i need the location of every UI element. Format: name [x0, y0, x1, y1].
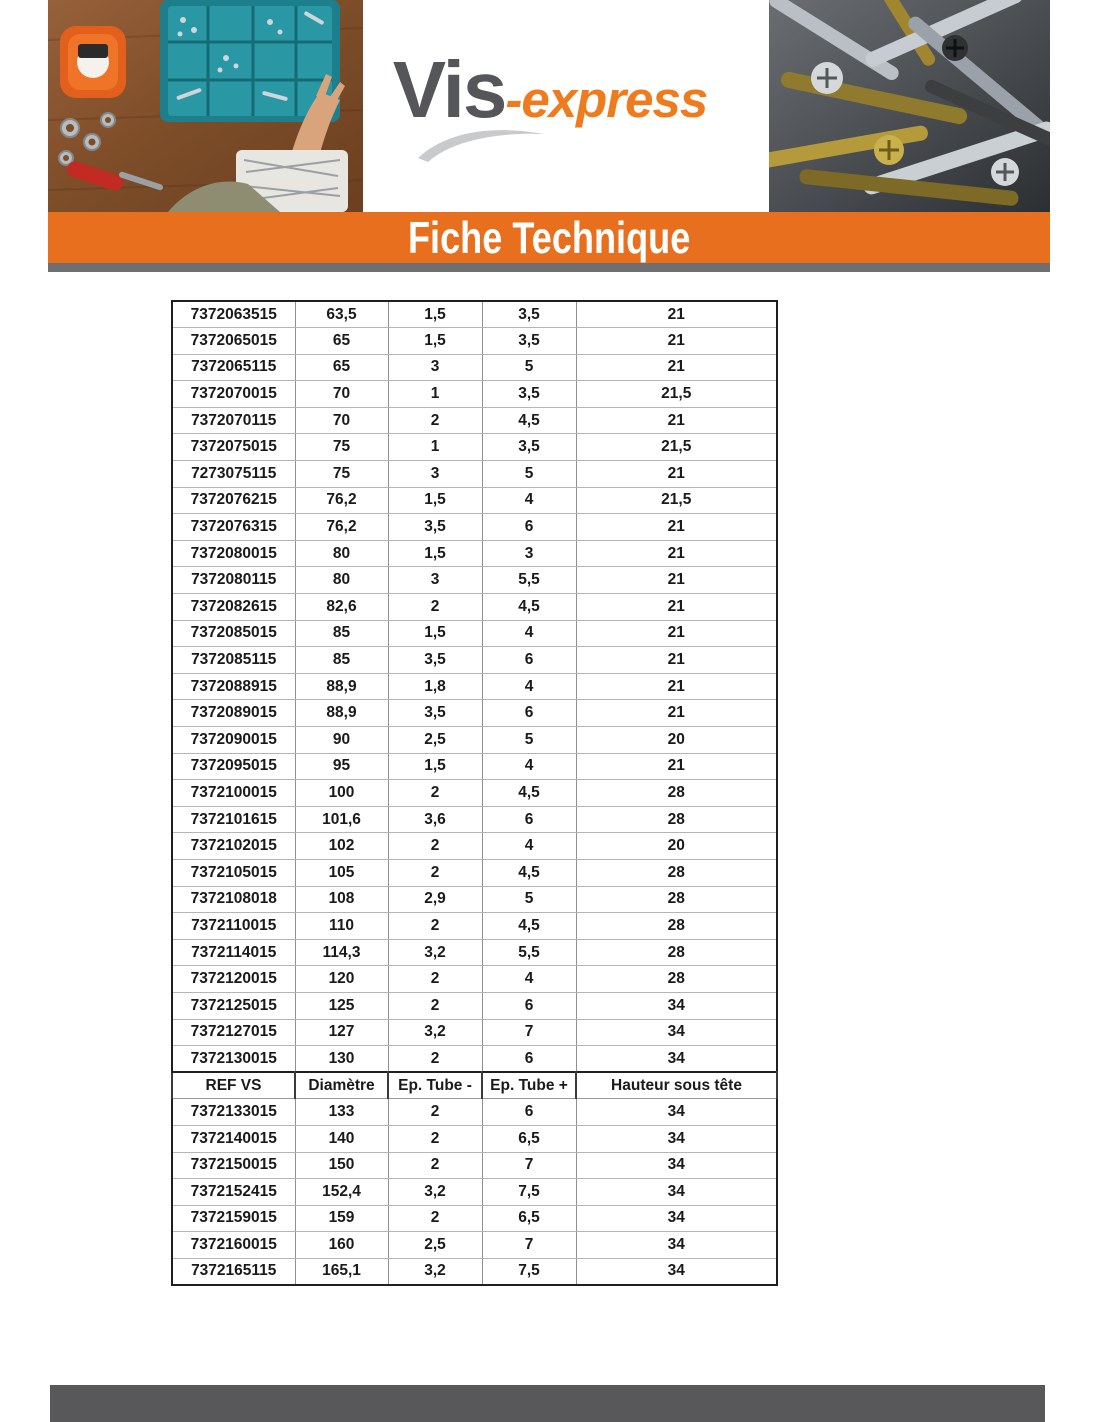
table-row — [172, 461, 777, 488]
table-cell: 7372070115 — [172, 407, 295, 434]
table-cell: 34 — [576, 1232, 777, 1259]
table-cell: 1,5 — [388, 301, 482, 328]
table-row — [172, 992, 777, 1019]
table-cell: 105 — [295, 859, 388, 886]
table-cell: 34 — [576, 1152, 777, 1179]
table-cell: 7372082615 — [172, 594, 295, 621]
table-cell: 7372125015 — [172, 992, 295, 1019]
table-cell: 3 — [388, 354, 482, 381]
table-cell: 7372152415 — [172, 1179, 295, 1206]
spec-table-container — [171, 300, 778, 1286]
table-cell: 28 — [576, 780, 777, 807]
table-cell: 3,5 — [388, 647, 482, 674]
table-cell: 1,8 — [388, 673, 482, 700]
table-cell: 21 — [576, 567, 777, 594]
table-cell: 70 — [295, 381, 388, 408]
table-row — [172, 833, 777, 860]
table-cell: 4,5 — [482, 913, 576, 940]
table-cell: 152,4 — [295, 1179, 388, 1206]
table-cell: 2 — [388, 992, 482, 1019]
table-cell: 7 — [482, 1152, 576, 1179]
table-cell: 34 — [576, 1125, 777, 1152]
table-cell: 101,6 — [295, 806, 388, 833]
table-cell: 4 — [482, 753, 576, 780]
page-title: Fiche Technique — [407, 212, 691, 262]
table-cell: 7372133015 — [172, 1099, 295, 1126]
table-cell: 114,3 — [295, 939, 388, 966]
table-cell: 7372070015 — [172, 381, 295, 408]
table-cell: 34 — [576, 1046, 777, 1073]
table-cell: 20 — [576, 833, 777, 860]
table-cell: 5 — [482, 461, 576, 488]
table-cell: 65 — [295, 354, 388, 381]
table-row — [172, 1019, 777, 1046]
table-cell: 2 — [388, 594, 482, 621]
table-row — [172, 407, 777, 434]
table-cell: 85 — [295, 620, 388, 647]
table-cell: 7372102015 — [172, 833, 295, 860]
table-row — [172, 859, 777, 886]
table-cell: 7 — [482, 1019, 576, 1046]
table-cell: 76,2 — [295, 514, 388, 541]
table-cell: 28 — [576, 806, 777, 833]
table-cell: 3,5 — [388, 514, 482, 541]
table-row — [172, 1258, 777, 1285]
table-cell: 4 — [482, 833, 576, 860]
table-cell: 34 — [576, 1205, 777, 1232]
table-cell: 34 — [576, 1019, 777, 1046]
table-cell: 4 — [482, 620, 576, 647]
table-cell: 5 — [482, 727, 576, 754]
table-cell: 108 — [295, 886, 388, 913]
table-cell: 6 — [482, 647, 576, 674]
table-cell: 21 — [576, 301, 777, 328]
table-cell: 21 — [576, 514, 777, 541]
table-row — [172, 434, 777, 461]
table-cell: 7372100015 — [172, 780, 295, 807]
table-cell: 20 — [576, 727, 777, 754]
table-row — [172, 1232, 777, 1259]
table-cell: 7372159015 — [172, 1205, 295, 1232]
table-cell: 88,9 — [295, 673, 388, 700]
table-cell: 7273075115 — [172, 461, 295, 488]
table-cell: 34 — [576, 992, 777, 1019]
table-header-row — [172, 1072, 777, 1099]
table-row — [172, 780, 777, 807]
table-cell: 7372160015 — [172, 1232, 295, 1259]
table-cell: 7372114015 — [172, 939, 295, 966]
table-cell: 3 — [388, 461, 482, 488]
table-cell: 7372127015 — [172, 1019, 295, 1046]
table-cell: 3,2 — [388, 1258, 482, 1285]
table-cell: 21 — [576, 328, 777, 355]
table-cell: 7372075015 — [172, 434, 295, 461]
table-cell: 7372080015 — [172, 540, 295, 567]
table-cell: 1 — [388, 434, 482, 461]
table-cell: 2,9 — [388, 886, 482, 913]
table-cell: 7372140015 — [172, 1125, 295, 1152]
brand-logo-secondary-text: -express — [505, 71, 708, 128]
table-cell: 6 — [482, 700, 576, 727]
table-cell: 85 — [295, 647, 388, 674]
table-cell: 160 — [295, 1232, 388, 1259]
table-cell: 165,1 — [295, 1258, 388, 1285]
table-cell: 2 — [388, 1205, 482, 1232]
table-cell: 1,5 — [388, 753, 482, 780]
table-cell: 7372089015 — [172, 700, 295, 727]
table-cell: 2,5 — [388, 727, 482, 754]
table-cell: 7,5 — [482, 1258, 576, 1285]
table-cell: 3,2 — [388, 939, 482, 966]
table-cell: 90 — [295, 727, 388, 754]
table-cell: 1,5 — [388, 540, 482, 567]
table-cell: 2,5 — [388, 1232, 482, 1259]
table-cell: 21 — [576, 354, 777, 381]
table-cell: 28 — [576, 913, 777, 940]
table-cell: 76,2 — [295, 487, 388, 514]
table-cell: 7372105015 — [172, 859, 295, 886]
table-cell: 2 — [388, 859, 482, 886]
table-cell: 6 — [482, 1046, 576, 1073]
table-row — [172, 673, 777, 700]
table-cell: 5,5 — [482, 939, 576, 966]
table-cell: 1,5 — [388, 487, 482, 514]
table-cell: 95 — [295, 753, 388, 780]
table-row — [172, 540, 777, 567]
table-row — [172, 301, 777, 328]
table-cell: 65 — [295, 328, 388, 355]
table-cell: 7372120015 — [172, 966, 295, 993]
table-cell: 34 — [576, 1179, 777, 1206]
table-cell: 28 — [576, 859, 777, 886]
table-row — [172, 620, 777, 647]
table-cell: 130 — [295, 1046, 388, 1073]
table-cell: 21 — [576, 673, 777, 700]
column-header-cell: Ep. Tube - — [388, 1072, 482, 1099]
logo-swoosh-graphic — [414, 124, 550, 164]
table-cell: 7372065115 — [172, 354, 295, 381]
table-cell: 4,5 — [482, 594, 576, 621]
table-cell: 28 — [576, 966, 777, 993]
table-cell: 34 — [576, 1099, 777, 1126]
column-header-cell: Ep. Tube + — [482, 1072, 576, 1099]
table-cell: 21 — [576, 594, 777, 621]
table-cell: 6 — [482, 992, 576, 1019]
table-cell: 3,5 — [482, 434, 576, 461]
table-row — [172, 354, 777, 381]
table-cell: 3,2 — [388, 1179, 482, 1206]
table-row — [172, 1152, 777, 1179]
table-row — [172, 1099, 777, 1126]
table-cell: 125 — [295, 992, 388, 1019]
table-cell: 7372095015 — [172, 753, 295, 780]
screws-pile-photo — [769, 0, 1050, 212]
table-cell: 2 — [388, 780, 482, 807]
table-cell: 7372165115 — [172, 1258, 295, 1285]
table-cell: 2 — [388, 1046, 482, 1073]
table-cell: 7372108018 — [172, 886, 295, 913]
table-cell: 4 — [482, 966, 576, 993]
table-cell: 7372101615 — [172, 806, 295, 833]
table-cell: 133 — [295, 1099, 388, 1126]
table-cell: 3,5 — [482, 328, 576, 355]
table-row — [172, 328, 777, 355]
table-cell: 120 — [295, 966, 388, 993]
table-cell: 28 — [576, 886, 777, 913]
table-row — [172, 514, 777, 541]
table-cell: 21 — [576, 700, 777, 727]
banner-underline-bar — [48, 263, 1050, 272]
table-row — [172, 487, 777, 514]
table-cell: 1,5 — [388, 328, 482, 355]
table-cell: 6 — [482, 1099, 576, 1126]
screws-pile-art — [769, 0, 1050, 212]
brand-logo — [388, 44, 712, 136]
title-banner — [48, 212, 1050, 263]
table-cell: 2 — [388, 833, 482, 860]
table-cell: 3,5 — [482, 301, 576, 328]
table-cell: 2 — [388, 966, 482, 993]
table-cell: 4,5 — [482, 407, 576, 434]
table-cell: 2 — [388, 913, 482, 940]
table-row — [172, 966, 777, 993]
column-header-cell: REF VS — [172, 1072, 295, 1099]
table-cell: 110 — [295, 913, 388, 940]
table-cell: 1,5 — [388, 620, 482, 647]
table-cell: 7372076215 — [172, 487, 295, 514]
table-cell: 7372076315 — [172, 514, 295, 541]
column-header-cell: Diamètre — [295, 1072, 388, 1099]
table-cell: 21 — [576, 753, 777, 780]
table-cell: 2 — [388, 1125, 482, 1152]
table-cell: 5,5 — [482, 567, 576, 594]
table-cell: 7372085015 — [172, 620, 295, 647]
table-cell: 75 — [295, 461, 388, 488]
table-row — [172, 1205, 777, 1232]
table-cell: 80 — [295, 540, 388, 567]
table-cell: 4,5 — [482, 780, 576, 807]
table-cell: 2 — [388, 407, 482, 434]
table-cell: 80 — [295, 567, 388, 594]
table-cell: 21,5 — [576, 434, 777, 461]
table-cell: 63,5 — [295, 301, 388, 328]
table-cell: 34 — [576, 1258, 777, 1285]
table-cell: 21,5 — [576, 487, 777, 514]
table-cell: 6,5 — [482, 1205, 576, 1232]
table-row — [172, 806, 777, 833]
table-cell: 7372150015 — [172, 1152, 295, 1179]
table-cell: 127 — [295, 1019, 388, 1046]
table-cell: 3,6 — [388, 806, 482, 833]
table-row — [172, 913, 777, 940]
table-cell: 88,9 — [295, 700, 388, 727]
table-cell: 28 — [576, 939, 777, 966]
table-cell: 3 — [388, 567, 482, 594]
table-cell: 3,5 — [388, 700, 482, 727]
footer-bar — [50, 1385, 1045, 1422]
table-cell: 21 — [576, 620, 777, 647]
table-cell: 7372063515 — [172, 301, 295, 328]
table-cell: 7372065015 — [172, 328, 295, 355]
table-cell: 7372090015 — [172, 727, 295, 754]
brand-logo-primary-text: Vis — [392, 45, 506, 134]
table-cell: 3,2 — [388, 1019, 482, 1046]
table-cell: 159 — [295, 1205, 388, 1232]
table-cell: 21,5 — [576, 381, 777, 408]
table-cell: 3,5 — [482, 381, 576, 408]
table-row — [172, 381, 777, 408]
table-row — [172, 567, 777, 594]
workbench-photo-art — [48, 0, 363, 212]
table-cell: 7372110015 — [172, 913, 295, 940]
table-cell: 7372130015 — [172, 1046, 295, 1073]
table-cell: 6 — [482, 806, 576, 833]
table-row — [172, 594, 777, 621]
spec-table — [171, 300, 778, 1286]
table-cell: 7372085115 — [172, 647, 295, 674]
column-header-cell: Hauteur sous tête — [576, 1072, 777, 1099]
spec-table-body — [172, 301, 777, 1285]
table-cell: 2 — [388, 1152, 482, 1179]
table-row — [172, 886, 777, 913]
table-row — [172, 753, 777, 780]
table-cell: 7 — [482, 1232, 576, 1259]
table-cell: 4 — [482, 487, 576, 514]
table-cell: 100 — [295, 780, 388, 807]
table-cell: 5 — [482, 354, 576, 381]
table-cell: 21 — [576, 540, 777, 567]
table-cell: 3 — [482, 540, 576, 567]
table-cell: 2 — [388, 1099, 482, 1126]
table-cell: 82,6 — [295, 594, 388, 621]
table-cell: 4 — [482, 673, 576, 700]
table-cell: 5 — [482, 886, 576, 913]
table-row — [172, 700, 777, 727]
table-cell: 7,5 — [482, 1179, 576, 1206]
table-cell: 21 — [576, 461, 777, 488]
workbench-photo — [48, 0, 363, 212]
table-cell: 21 — [576, 647, 777, 674]
table-cell: 4,5 — [482, 859, 576, 886]
table-cell: 140 — [295, 1125, 388, 1152]
table-cell: 6 — [482, 514, 576, 541]
table-cell: 150 — [295, 1152, 388, 1179]
table-cell: 21 — [576, 407, 777, 434]
table-row — [172, 1046, 777, 1073]
table-row — [172, 647, 777, 674]
table-cell: 7372088915 — [172, 673, 295, 700]
table-cell: 6,5 — [482, 1125, 576, 1152]
table-cell: 75 — [295, 434, 388, 461]
table-cell: 102 — [295, 833, 388, 860]
table-row — [172, 1179, 777, 1206]
table-row — [172, 939, 777, 966]
table-cell: 70 — [295, 407, 388, 434]
table-cell: 1 — [388, 381, 482, 408]
table-cell: 7372080115 — [172, 567, 295, 594]
table-row — [172, 727, 777, 754]
table-row — [172, 1125, 777, 1152]
